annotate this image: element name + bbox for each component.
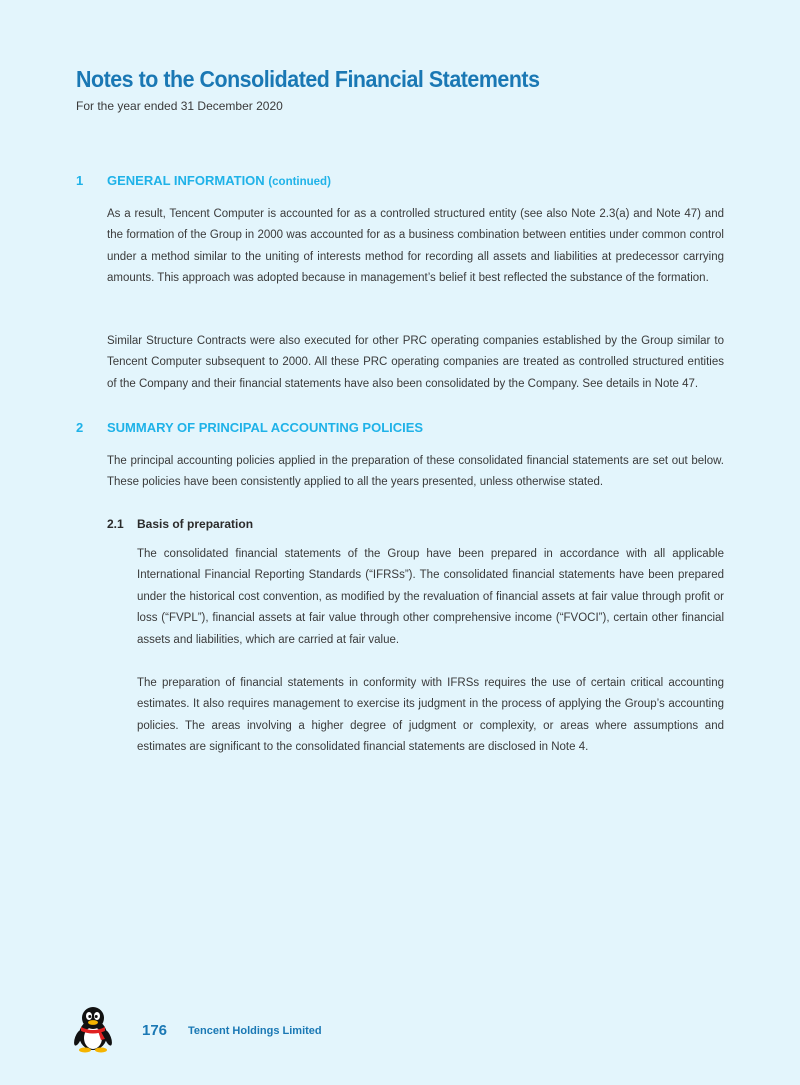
- section-2-number: 2: [76, 420, 84, 435]
- subsection-2-1-number: 2.1: [107, 517, 124, 531]
- section-1-number: 1: [76, 173, 84, 188]
- subsection-2-1-title: Basis of preparation: [137, 517, 254, 531]
- page-subtitle: For the year ended 31 December 2020: [76, 99, 283, 113]
- section-1-title: GENERAL INFORMATION: [107, 173, 265, 188]
- section-1-title-suffix: (continued): [268, 176, 331, 188]
- footer-page-number: 176: [142, 1022, 168, 1039]
- section-2-title: SUMMARY OF PRINCIPAL ACCOUNTING POLICIES: [107, 420, 424, 435]
- penguin-mascot-icon: [72, 1005, 114, 1053]
- footer-company-name: Tencent Holdings Limited: [188, 1025, 322, 1037]
- page-title: Notes to the Consolidated Financial Statements: [76, 66, 540, 92]
- section-1-paragraph-2: Similar Structure Contracts were also executed for other PRC operating companies established by the Group similar to Tencent Computer subsequent to 2000. All these PRC operating companies are treated as controlled structured entities of the Company and their financial statements have also been consolidated by the Company. See details in Note 47.: [107, 335, 724, 390]
- section-1-heading: [107, 173, 331, 188]
- subsection-2-1-paragraph-2: The preparation of financial statements in conformity with IFRSs requires the use of certain critical accounting estimates. It also requires management to exercise its judgment in the process of applying the Group’s accounting policies. The areas involving a higher degree of judgment or complexity, or areas where assumptions and estimates are significant to the consolidated financial statements are disclosed in Note 4.: [137, 677, 724, 754]
- subsection-2-1-paragraph-1: The consolidated financial statements of the Group have been prepared in accordance with all applicable International Financial Reporting Standards (“IFRSs”). The consolidated financial statements have been prepared under the historical cost convention, as modified by the revaluation of financial assets at fair value through profit or loss (“FVPL”), financial assets at fair value through other comprehensive income (“FVOCI”), certain other financial assets and liabilities, which are carried at fair value.: [137, 548, 724, 646]
- section-2-paragraph-1: The principal accounting policies applied in the preparation of these consolidated financial statements are set out below. These policies have been consistently applied to all the years presented, unless otherwise stated.: [107, 455, 724, 489]
- section-1-paragraph-1: As a result, Tencent Computer is accounted for as a controlled structured entity (see also Note 2.3(a) and Note 47) and the formation of the Group in 2000 was accounted for as a business combination between entities under common control under a method similar to the uniting of interests method for recording all assets and liabilities at predecessor carrying amounts. This approach was adopted because in management’s belief it best reflected the substance of the formation.: [107, 208, 724, 285]
